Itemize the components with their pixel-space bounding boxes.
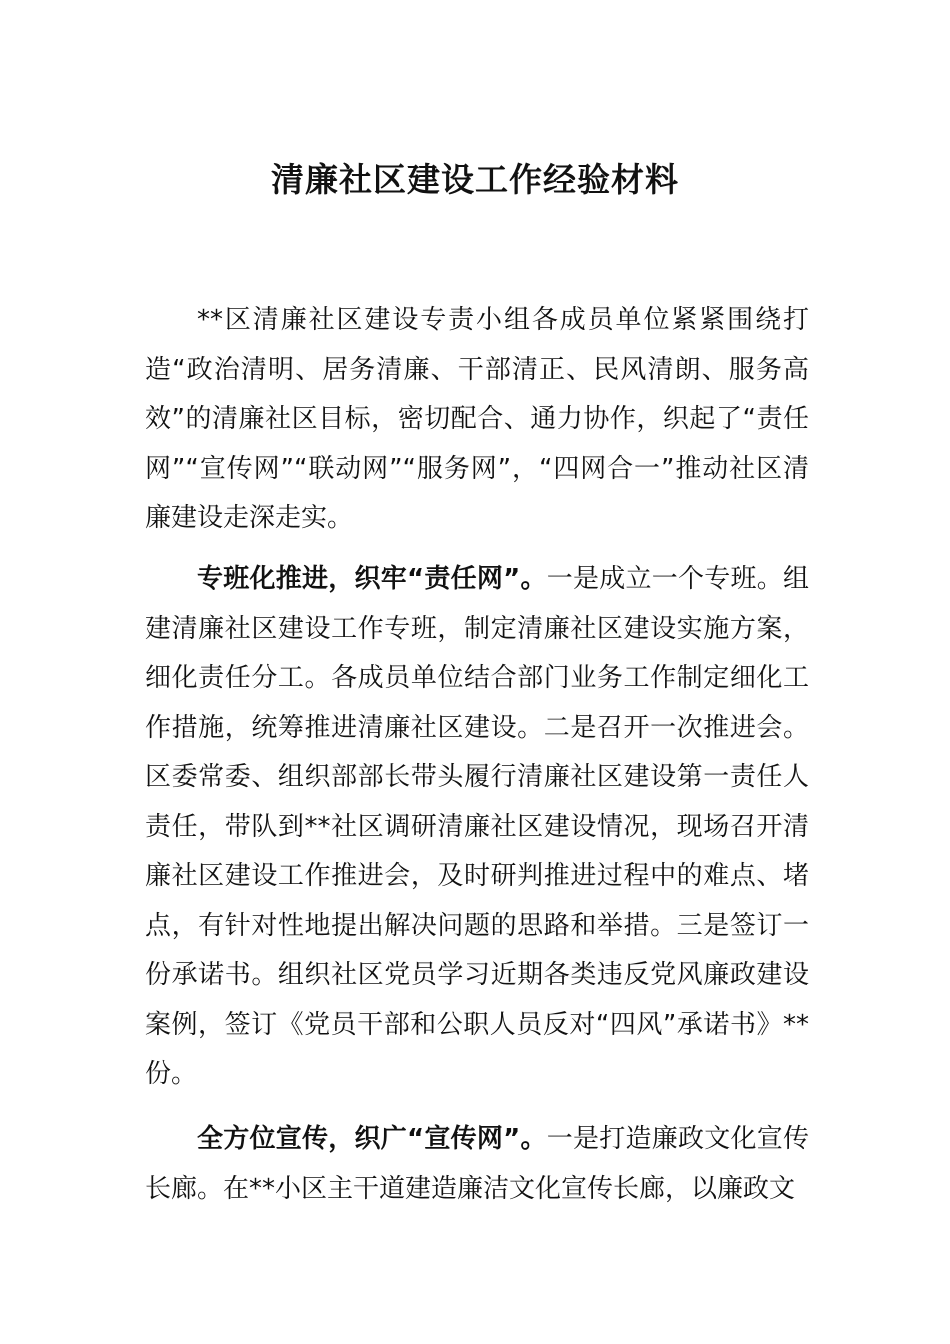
section-heading-publicity: 全方位宣传，织广“宣传网”。 <box>197 1124 547 1154</box>
section-body-responsibility: 一是成立一个专班。组建清廉社区建设工作专班，制定清廉社区建设实施方案，细化责任分工。各成员单位结合部门业务工作制定细化工作措施，统筹推进清廉社区建设。二是召开一次推进会。区委常委、组织部部长带头履行清廉社区建设第一责任人责任，带队到**社区调研清廉社区建设情况，现场召开清廉社区建设工作推进会，及时研判推进过程中的难点、堵点，有针对性地提出解决问题的思路和举措。三是签订一份承诺书。组织社区党员学习近期各类违反党风廉政建设案例，签订《党员干部和公职人员反对“四风”承诺书》**份。 <box>145 564 809 1089</box>
intro-paragraph: **区清廉社区建设专责小组各成员单位紧紧围绕打造“政治清明、居务清廉、干部清正、民风清朗、服务高效”的清廉社区目标，密切配合、通力协作，织起了“责任网”“宣传网”“联动网”“服务网”，“四网合一”推动社区清廉建设走深走实。 <box>145 305 809 533</box>
section-body-publicity: 一是打造廉政文化宣传长廊。在**小区主干道建造廉洁文化宣传长廊，以廉政文 <box>145 1124 809 1204</box>
document-title: 清廉社区建设工作经验材料 <box>271 160 679 199</box>
section-paragraph-publicity <box>145 1115 809 1214</box>
section-heading-responsibility: 专班化推进，织牢“责任网”。 <box>197 564 547 594</box>
section-paragraph-responsibility <box>145 555 809 1100</box>
